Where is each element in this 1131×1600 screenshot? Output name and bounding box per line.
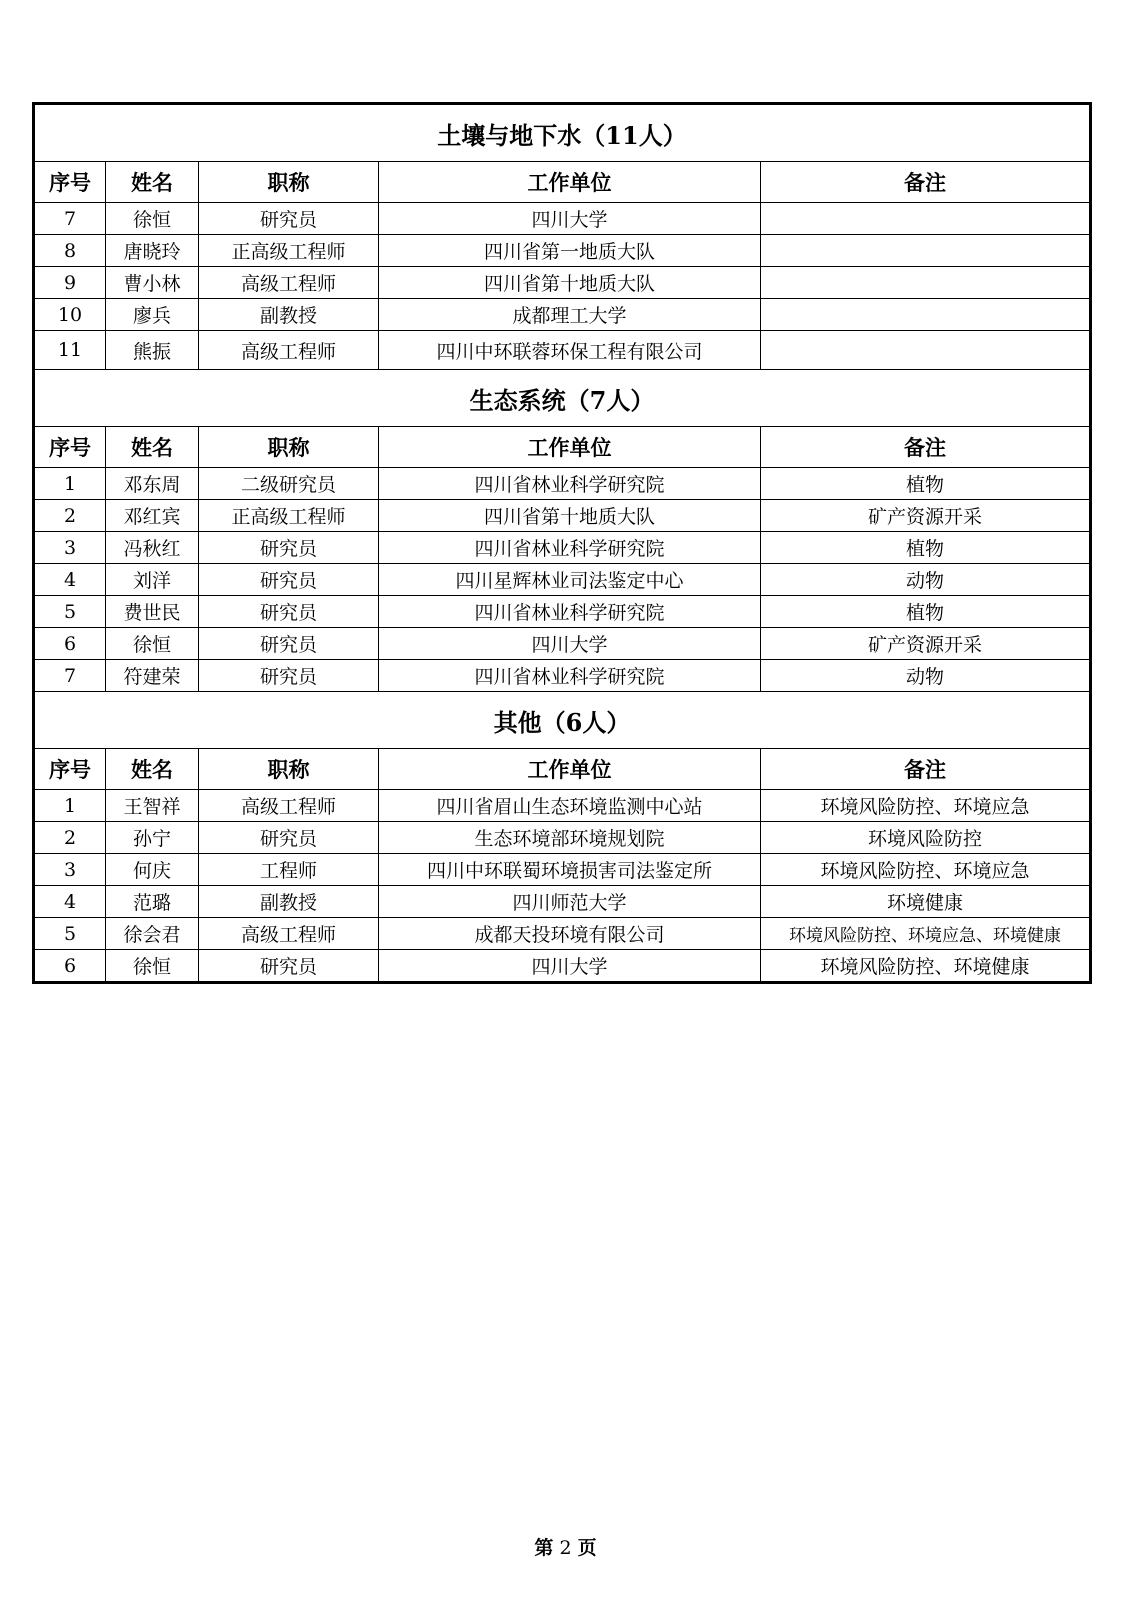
cell-note xyxy=(761,235,1090,267)
cell-title: 研究员 xyxy=(199,628,379,660)
header-name: 姓名 xyxy=(106,427,199,468)
cell-title: 高级工程师 xyxy=(199,331,379,370)
cell-no: 4 xyxy=(35,564,106,596)
cell-title: 研究员 xyxy=(199,203,379,235)
header-name: 姓名 xyxy=(106,162,199,203)
section-heading: 其他（6人） xyxy=(35,692,1090,749)
cell-title: 研究员 xyxy=(199,564,379,596)
table-row xyxy=(35,331,1090,370)
cell-name: 唐晓玲 xyxy=(106,235,199,267)
cell-unit: 四川大学 xyxy=(379,950,761,982)
cell-title: 二级研究员 xyxy=(199,468,379,500)
cell-unit: 四川中环联蓉环保工程有限公司 xyxy=(379,331,761,370)
table-row xyxy=(35,854,1090,886)
cell-no: 7 xyxy=(35,203,106,235)
cell-title: 研究员 xyxy=(199,532,379,564)
cell-no: 2 xyxy=(35,500,106,532)
cell-title: 高级工程师 xyxy=(199,790,379,822)
cell-unit: 四川大学 xyxy=(379,628,761,660)
cell-title: 副教授 xyxy=(199,299,379,331)
header-note: 备注 xyxy=(761,749,1090,790)
cell-unit: 成都天投环境有限公司 xyxy=(379,918,761,950)
table-row xyxy=(35,564,1090,596)
header-no: 序号 xyxy=(35,427,106,468)
header-no: 序号 xyxy=(35,162,106,203)
header-note: 备注 xyxy=(761,162,1090,203)
section-heading: 土壤与地下水（11人） xyxy=(35,105,1090,162)
cell-name: 费世民 xyxy=(106,596,199,628)
expert-roster-table xyxy=(32,102,1092,984)
header-unit: 工作单位 xyxy=(379,749,761,790)
header-no: 序号 xyxy=(35,749,106,790)
cell-no: 3 xyxy=(35,532,106,564)
cell-note xyxy=(761,203,1090,235)
cell-note xyxy=(761,267,1090,299)
table-row xyxy=(35,532,1090,564)
cell-no: 11 xyxy=(35,331,106,370)
cell-name: 徐恒 xyxy=(106,628,199,660)
header-unit: 工作单位 xyxy=(379,162,761,203)
cell-title: 高级工程师 xyxy=(199,267,379,299)
cell-unit: 成都理工大学 xyxy=(379,299,761,331)
table-row xyxy=(35,918,1090,950)
cell-note xyxy=(761,331,1090,370)
header-row xyxy=(35,427,1090,468)
cell-name: 廖兵 xyxy=(106,299,199,331)
cell-note: 动物 xyxy=(761,564,1090,596)
page-number: 2 xyxy=(559,1537,572,1559)
cell-name: 邓东周 xyxy=(106,468,199,500)
cell-unit: 四川星辉林业司法鉴定中心 xyxy=(379,564,761,596)
cell-unit: 四川中环联蜀环境损害司法鉴定所 xyxy=(379,854,761,886)
cell-note: 环境风险防控、环境应急 xyxy=(761,854,1090,886)
cell-no: 6 xyxy=(35,628,106,660)
table-row xyxy=(35,628,1090,660)
cell-title: 研究员 xyxy=(199,660,379,692)
cell-unit: 四川省林业科学研究院 xyxy=(379,660,761,692)
table-row xyxy=(35,950,1090,982)
cell-name: 徐恒 xyxy=(106,203,199,235)
cell-no: 7 xyxy=(35,660,106,692)
section-heading-row xyxy=(35,370,1090,427)
cell-unit: 四川省林业科学研究院 xyxy=(379,596,761,628)
cell-title: 研究员 xyxy=(199,596,379,628)
cell-name: 王智祥 xyxy=(106,790,199,822)
footer-prefix: 第 xyxy=(534,1537,554,1559)
cell-name: 徐会君 xyxy=(106,918,199,950)
cell-name: 邓红宾 xyxy=(106,500,199,532)
cell-note: 环境风险防控、环境应急、环境健康 xyxy=(761,918,1090,950)
cell-no: 9 xyxy=(35,267,106,299)
cell-unit: 四川省眉山生态环境监测中心站 xyxy=(379,790,761,822)
cell-name: 范璐 xyxy=(106,886,199,918)
cell-no: 6 xyxy=(35,950,106,982)
table-row xyxy=(35,235,1090,267)
cell-no: 5 xyxy=(35,596,106,628)
cell-title: 研究员 xyxy=(199,950,379,982)
cell-name: 孙宁 xyxy=(106,822,199,854)
cell-unit: 生态环境部环境规划院 xyxy=(379,822,761,854)
cell-name: 徐恒 xyxy=(106,950,199,982)
cell-title: 工程师 xyxy=(199,854,379,886)
header-title: 职称 xyxy=(199,162,379,203)
table-row xyxy=(35,596,1090,628)
cell-unit: 四川省第一地质大队 xyxy=(379,235,761,267)
cell-note: 环境风险防控、环境健康 xyxy=(761,950,1090,982)
cell-no: 3 xyxy=(35,854,106,886)
header-title: 职称 xyxy=(199,749,379,790)
footer-suffix: 页 xyxy=(577,1537,597,1559)
cell-name: 曹小林 xyxy=(106,267,199,299)
cell-note xyxy=(761,299,1090,331)
cell-note: 植物 xyxy=(761,596,1090,628)
section-heading-row xyxy=(35,692,1090,749)
cell-note: 矿产资源开采 xyxy=(761,500,1090,532)
header-name: 姓名 xyxy=(106,749,199,790)
table-row xyxy=(35,886,1090,918)
cell-title: 高级工程师 xyxy=(199,918,379,950)
table-row xyxy=(35,267,1090,299)
table-row xyxy=(35,500,1090,532)
cell-no: 4 xyxy=(35,886,106,918)
table-row xyxy=(35,468,1090,500)
cell-unit: 四川师范大学 xyxy=(379,886,761,918)
cell-name: 熊振 xyxy=(106,331,199,370)
cell-no: 10 xyxy=(35,299,106,331)
cell-note: 动物 xyxy=(761,660,1090,692)
section-heading-row xyxy=(35,105,1090,162)
cell-note: 植物 xyxy=(761,468,1090,500)
cell-title: 正高级工程师 xyxy=(199,500,379,532)
header-row xyxy=(35,162,1090,203)
cell-name: 符建荣 xyxy=(106,660,199,692)
cell-note: 环境健康 xyxy=(761,886,1090,918)
cell-no: 1 xyxy=(35,790,106,822)
cell-unit: 四川省第十地质大队 xyxy=(379,500,761,532)
cell-unit: 四川省林业科学研究院 xyxy=(379,532,761,564)
cell-note: 植物 xyxy=(761,532,1090,564)
header-title: 职称 xyxy=(199,427,379,468)
cell-note: 环境风险防控 xyxy=(761,822,1090,854)
cell-title: 正高级工程师 xyxy=(199,235,379,267)
cell-no: 8 xyxy=(35,235,106,267)
table-row xyxy=(35,299,1090,331)
table-row xyxy=(35,660,1090,692)
cell-unit: 四川省林业科学研究院 xyxy=(379,468,761,500)
header-note: 备注 xyxy=(761,427,1090,468)
header-row xyxy=(35,749,1090,790)
table-row xyxy=(35,203,1090,235)
cell-unit: 四川大学 xyxy=(379,203,761,235)
cell-name: 何庆 xyxy=(106,854,199,886)
cell-no: 1 xyxy=(35,468,106,500)
cell-note: 矿产资源开采 xyxy=(761,628,1090,660)
header-unit: 工作单位 xyxy=(379,427,761,468)
cell-title: 副教授 xyxy=(199,886,379,918)
cell-no: 5 xyxy=(35,918,106,950)
cell-note: 环境风险防控、环境应急 xyxy=(761,790,1090,822)
table-row xyxy=(35,822,1090,854)
section-heading: 生态系统（7人） xyxy=(35,370,1090,427)
cell-name: 刘洋 xyxy=(106,564,199,596)
roster-table xyxy=(34,104,1090,982)
cell-no: 2 xyxy=(35,822,106,854)
cell-name: 冯秋红 xyxy=(106,532,199,564)
page-footer xyxy=(0,1533,1131,1560)
table-row xyxy=(35,790,1090,822)
cell-title: 研究员 xyxy=(199,822,379,854)
cell-unit: 四川省第十地质大队 xyxy=(379,267,761,299)
